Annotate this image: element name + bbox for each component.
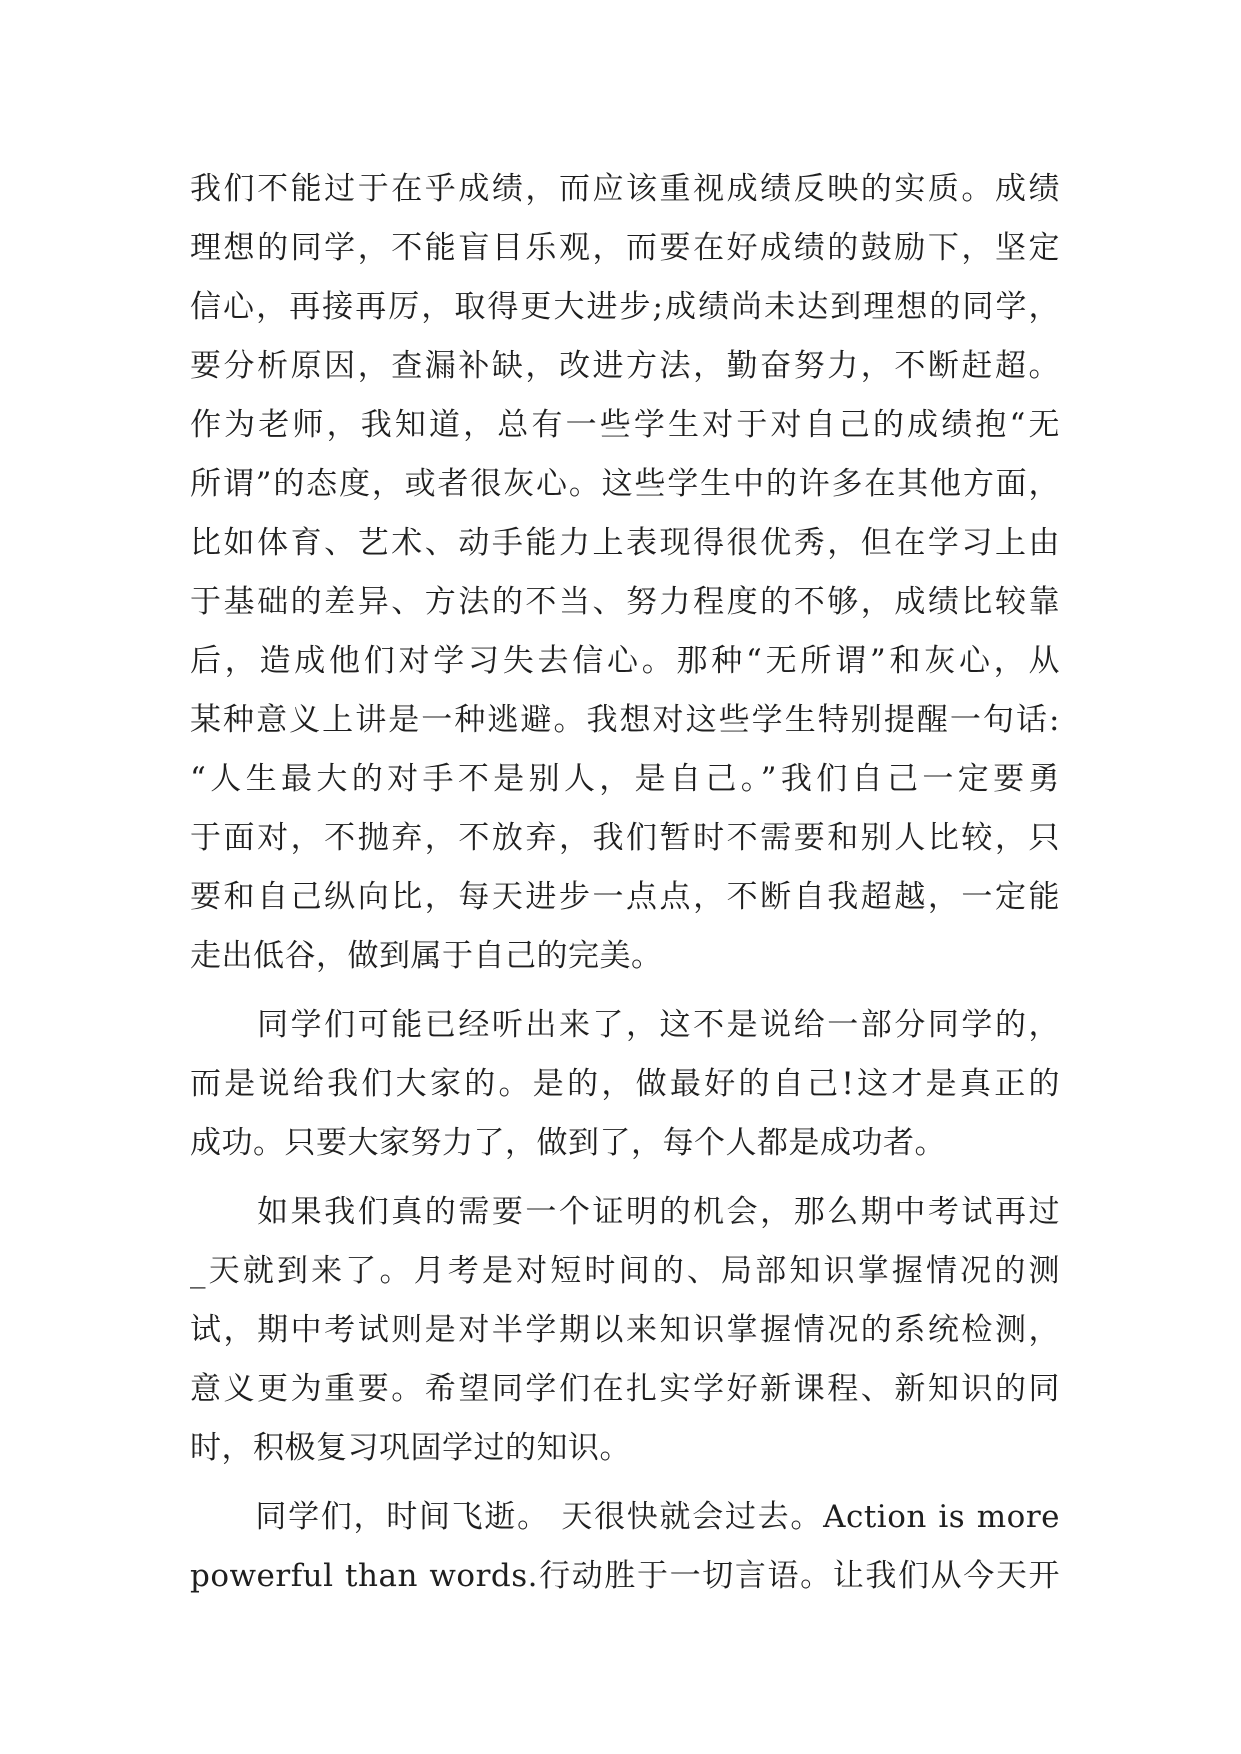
text-line: powerful than words.行动胜于一切言语。让我们从今天开 <box>190 1558 1060 1594</box>
text-line: 理想的同学，不能盲目乐观，而要在好成绩的鼓励下，坚定 <box>190 230 1060 266</box>
text-line: _天就到来了。月考是对短时间的、局部知识掌握情况的测 <box>190 1253 1060 1289</box>
text-line: 所谓”的态度，或者很灰心。这些学生中的许多在其他方面， <box>190 466 1060 502</box>
text-line: 要分析原因，查漏补缺，改进方法，勤奋努力，不断赶超。 <box>190 348 1060 384</box>
text-line: 而是说给我们大家的。是的，做最好的自己!这才是真正的 <box>190 1066 1060 1102</box>
text-line: 同学们可能已经听出来了，这不是说给一部分同学的， <box>190 1007 1060 1043</box>
text-line: 试，期中考试则是对半学期以来知识掌握情况的系统检测， <box>190 1312 1060 1348</box>
text-line: 如果我们真的需要一个证明的机会，那么期中考试再过 <box>190 1194 1060 1230</box>
text-line: 某种意义上讲是一种逃避。我想对这些学生特别提醒一句话: <box>190 702 1060 738</box>
paragraph-3 <box>190 1183 1060 1478</box>
text-line: 时，积极复习巩固学过的知识。 <box>190 1430 631 1466</box>
text-line: 要和自己纵向比，每天进步一点点，不断自我超越，一定能 <box>190 879 1060 915</box>
text-line: 作为老师，我知道，总有一些学生对于对自己的成绩抱“无 <box>190 407 1060 443</box>
paragraph-1 <box>190 160 1060 986</box>
text-line: 于面对，不抛弃，不放弃，我们暂时不需要和别人比较，只 <box>190 820 1060 856</box>
text-line: “人生最大的对手不是别人，是自己。”我们自己一定要勇 <box>190 761 1060 797</box>
text-line: 走出低谷，做到属于自己的完美。 <box>190 938 663 974</box>
text-line: 成功。只要大家努力了，做到了，每个人都是成功者。 <box>190 1125 946 1161</box>
paragraph-spacing <box>190 1478 1060 1488</box>
text-line: 我们不能过于在乎成绩，而应该重视成绩反映的实质。成绩 <box>190 171 1060 207</box>
text-line: 于基础的差异、方法的不当、努力程度的不够，成绩比较靠 <box>190 584 1060 620</box>
text-line: 后，造成他们对学习失去信心。那种“无所谓”和灰心，从 <box>190 643 1060 679</box>
text-line: 意义更为重要。希望同学们在扎实学好新课程、新知识的同 <box>190 1371 1060 1407</box>
paragraph-spacing <box>190 1173 1060 1183</box>
text-line: 同学们，时间飞逝。 天很快就会过去。Action is more <box>190 1499 1060 1535</box>
paragraph-4 <box>190 1488 1060 1606</box>
paragraph-spacing <box>190 986 1060 996</box>
paragraph-2 <box>190 996 1060 1173</box>
text-line: 比如体育、艺术、动手能力上表现得很优秀，但在学习上由 <box>190 525 1060 561</box>
document-body <box>190 160 1060 1606</box>
text-line: 信心，再接再厉，取得更大进步;成绩尚未达到理想的同学， <box>190 289 1060 325</box>
